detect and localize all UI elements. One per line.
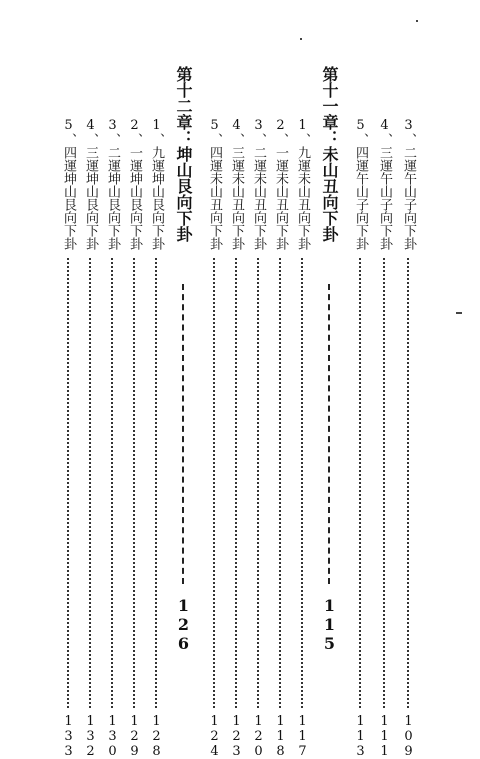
entry-title: 5、四運午山子向下卦 — [353, 118, 368, 250]
dot-leader — [359, 258, 361, 708]
toc-entry[interactable] — [248, 118, 268, 759]
page-number: 128 — [149, 714, 164, 759]
dot-leader — [155, 258, 157, 708]
page-number: 117 — [295, 714, 310, 759]
toc-entry[interactable] — [292, 118, 312, 759]
page-number: 113 — [353, 714, 368, 759]
toc-entry[interactable] — [270, 118, 290, 759]
dot-leader — [111, 258, 113, 708]
dot-leader — [301, 258, 303, 708]
toc-chapter[interactable] — [316, 66, 342, 678]
scan-speck — [300, 38, 302, 40]
toc-entry[interactable] — [102, 118, 122, 759]
page-number: 133 — [61, 714, 76, 759]
toc-entry[interactable] — [350, 118, 370, 759]
dash-leader — [182, 284, 184, 584]
dot-leader — [257, 258, 259, 708]
page-number: 109 — [401, 714, 416, 759]
entry-title: 3、二運午山子向下卦 — [401, 118, 416, 250]
entry-title: 5、四運未山丑向下卦 — [207, 118, 222, 250]
page-number: 130 — [105, 714, 120, 759]
page-number: 124 — [207, 714, 222, 759]
entry-title: 2、一運未山丑向下卦 — [273, 118, 288, 250]
entry-title: 3、二運坤山艮向下卦 — [105, 118, 120, 250]
dot-leader — [133, 258, 135, 708]
entry-title: 3、二運未山丑向下卦 — [251, 118, 266, 250]
entry-title: 2、一運坤山艮向下卦 — [127, 118, 142, 250]
entry-title: 1、九運未山丑向下卦 — [295, 118, 310, 250]
page-number: 111 — [377, 714, 392, 759]
chapter-title: 第十一章：未山丑向下卦 — [320, 66, 339, 242]
toc-entry[interactable] — [226, 118, 246, 759]
scan-speck — [456, 312, 462, 314]
toc-entry[interactable] — [204, 118, 224, 759]
toc-entry[interactable] — [146, 118, 166, 759]
dot-leader — [213, 258, 215, 708]
page-number: 129 — [127, 714, 142, 759]
scan-speck — [416, 20, 418, 22]
toc-entry[interactable] — [124, 118, 144, 759]
page-number: 115 — [320, 596, 339, 653]
toc-entry[interactable] — [398, 118, 418, 759]
entry-title: 4、三運午山子向下卦 — [377, 118, 392, 250]
page-number: 118 — [273, 714, 288, 759]
toc-entry[interactable] — [80, 118, 100, 759]
dot-leader — [279, 258, 281, 708]
dot-leader — [235, 258, 237, 708]
toc-chapter[interactable] — [170, 66, 196, 678]
chapter-title: 第十二章：坤山艮向下卦 — [174, 66, 193, 242]
page-number: 123 — [229, 714, 244, 759]
page-number: 126 — [174, 596, 193, 653]
dot-leader — [383, 258, 385, 708]
entry-title: 4、三運未山丑向下卦 — [229, 118, 244, 250]
toc-entry[interactable] — [58, 118, 78, 759]
dot-leader — [67, 258, 69, 708]
dot-leader — [89, 258, 91, 708]
toc-entry[interactable] — [374, 118, 394, 759]
page-number: 132 — [83, 714, 98, 759]
entry-title: 5、四運坤山艮向下卦 — [61, 118, 76, 250]
dash-leader — [328, 284, 330, 584]
entry-title: 4、三運坤山艮向下卦 — [83, 118, 98, 250]
entry-title: 1、九運坤山艮向下卦 — [149, 118, 164, 250]
page-number: 120 — [251, 714, 266, 759]
dot-leader — [407, 258, 409, 708]
